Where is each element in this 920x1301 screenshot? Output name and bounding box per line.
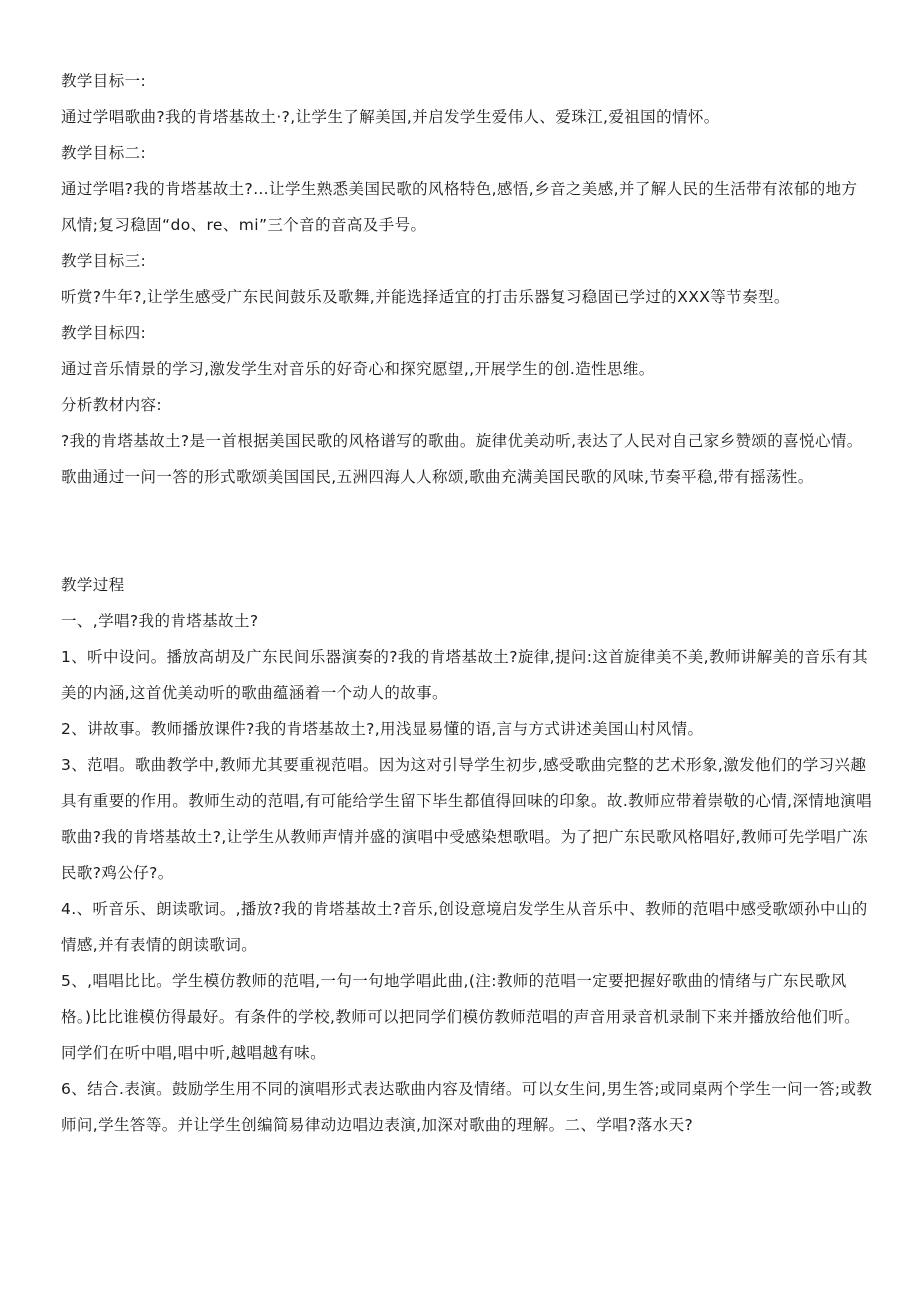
process-step3: 3、范唱。歌曲教学中,教师尤其要重视范唱。因为这对引导学生初步,感受歌曲完整的艺术形象,激发他们的学习兴趣具有重要的作用。教师生动的范唱,有可能给学生留下毕生都值得回味的印象。故.教师应带着崇敬的心情,深情地演唱歌曲?我的肯塔基故土?,让学生从教师声情并盛的演唱中受感染想歌唱。为了把广东民歌风格唱好,教师可先学唱广冻民歌?鸡公仔?。 xyxy=(61,756,872,882)
process-step1: 1、听中设问。播放高胡及广东民间乐器演奏的?我的肯塔基故土?旋律,提问:这首旋律美不美,教师讲解美的音乐有其美的内涵,这首优美动听的歌曲蕴涵着一个动人的故事。 xyxy=(61,648,868,702)
goal1-text: 通过学唱歌曲?我的肯塔基故土·?,让学生了解美国,并启发学生爱伟人、爱珠江,爱祖国的情怀。 xyxy=(61,108,720,126)
goal4-heading: 教学目标四: xyxy=(61,324,147,342)
goal2-text: 通过学唱?我的肯塔基故土?…让学生熟悉美国民歌的风格特色,感悟,乡音之美感,并了解人民的生活带有浓郁的地方风情;复习稳固“do、re、mi”三个音的音高及手号。 xyxy=(61,180,858,234)
goal1-heading: 教学目标一: xyxy=(61,72,147,90)
process-step4: 4.、听音乐、朗读歌词。,播放?我的肯塔基故土?音乐,创设意境启发学生从音乐中、教师的范唱中感受歌颂孙中山的情感,并有表情的朗读歌词。 xyxy=(61,900,868,954)
goal2-heading: 教学目标二: xyxy=(61,144,147,162)
process-section1: 一、,学唱?我的肯塔基故土? xyxy=(61,612,259,630)
process-step2: 2、讲故事。教师播放课件?我的肯塔基故土?,用浅显易懂的语,言与方式讲述美国山村风情。 xyxy=(61,720,704,738)
process-step6: 6、结合.表演。鼓励学生用不同的演唱形式表达歌曲内容及情绪。可以女生问,男生答;或同桌两个学生一问一答;或教师问,学生答等。并让学生创编简易律动边唱边表演,加深对歌曲的理解。二、学唱?落水天? xyxy=(61,1080,873,1134)
analysis-heading: 分析教材内容: xyxy=(61,396,163,414)
process-heading: 教学过程 xyxy=(61,576,125,594)
process-step5: 5、,唱唱比比。学生模仿教师的范唱,一句一句地学唱此曲,(注:教师的范唱一定要把握好歌曲的情绪与广东民歌风格。)比比谁模仿得最好。有条件的学校,教师可以把同学们模仿教师范唱的声音用录音机录制下来并播放给他们听。同学们在听中唱,唱中听,越唱越有味。 xyxy=(61,972,861,1062)
goal4-text: 通过音乐情景的学习,激发学生对音乐的好奇心和探究愿望,,开展学生的创.造性思维。 xyxy=(61,360,655,378)
goal3-text: 听赏?牛年?,让学生感受广东民间鼓乐及歌舞,并能选择适宜的打击乐器复习稳固已学过的XXX等节奏型。 xyxy=(61,288,790,306)
goal3-heading: 教学目标三: xyxy=(61,252,147,270)
analysis-text: ?我的肯塔基故土?是一首根据美国民歌的风格谱写的歌曲。旋律优美动听,表达了人民对自己家乡赞颂的喜悦心情。歌曲通过一问一答的形式歌颂美国国民,五洲四海人人称颂,歌曲充满美国民歌的风味,节奏平稳,带有摇荡性。 xyxy=(61,432,863,486)
